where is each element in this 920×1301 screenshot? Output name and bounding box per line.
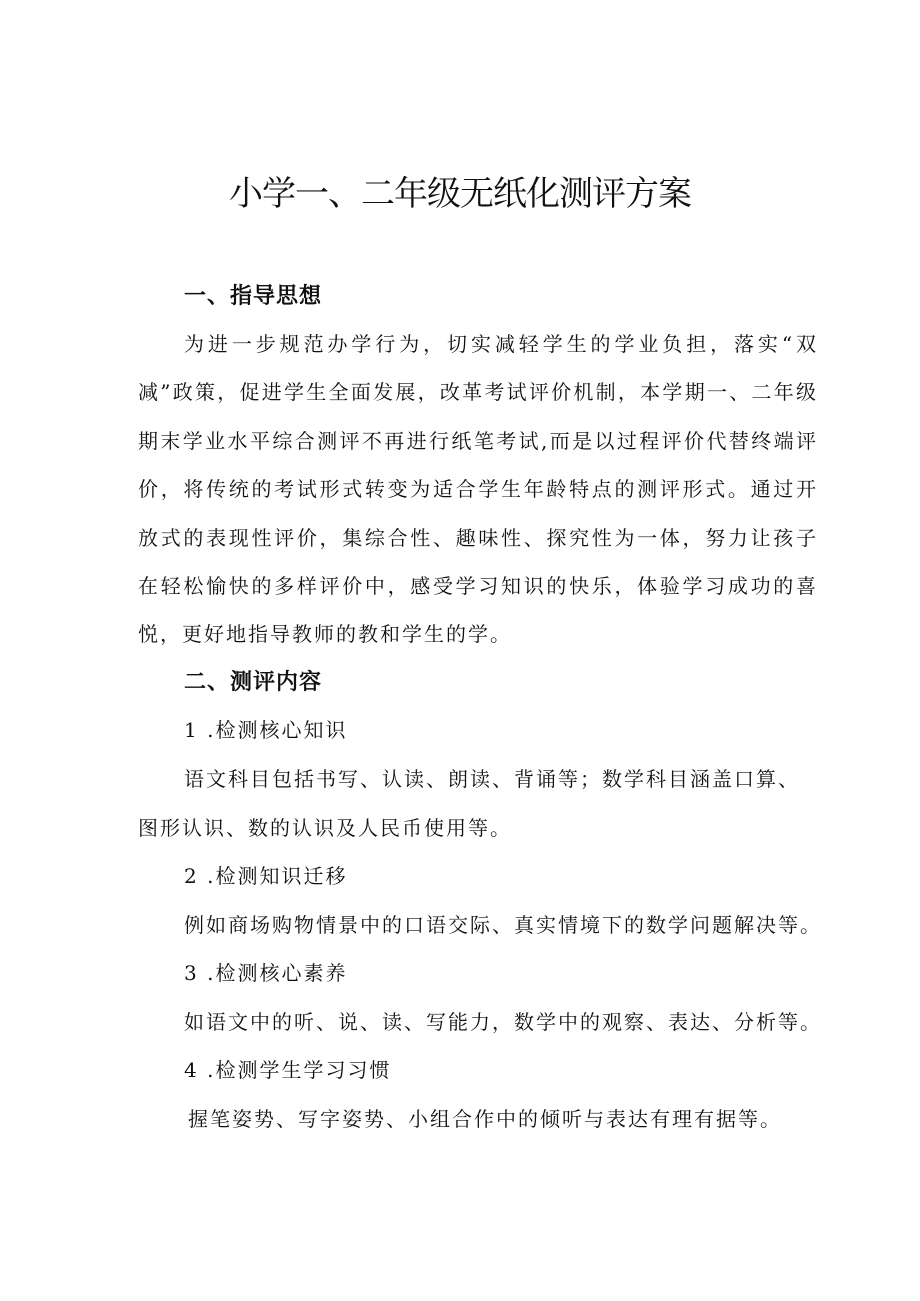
item-3-text-line-1: 如语文中的听、说、读、写能力，数学中的观察、表达、分析等。 — [184, 1010, 822, 1034]
item-3-label: 3 .检测核心素养 — [184, 961, 348, 985]
item-1-label: 1 .检测核心知识 — [184, 718, 348, 742]
item-1-text-line-1: 语文科目包括书写、认读、朗读、背诵等；数学科目涵盖口算、 — [184, 767, 800, 791]
guiding-ideology-paragraph: 为进一步规范办学行为，切实减轻学生的学业负担，落实“双减”政策，促进学生全面发展，改革考试评价机制，本学期一、二年级期末学业水平综合测评不再进行纸笔考试,而是以过程评价代替终端评价，将传统的考试形式转变为适合学生年龄特点的测评形式。通过开放式的表现性评价，集综合性、趣味性、探究性为一体，努力让孩子在轻松愉快的多样评价中，感受学习知识的快乐，体验学习成功的喜悦，更好地指导教师的教和学生的学。 — [138, 332, 818, 647]
section-heading-assessment-content: 二、测评内容 — [184, 670, 323, 695]
item-1-text-line-2: 图形认识、数的认识及人民币使用等。 — [138, 816, 512, 840]
section-heading-guiding-ideology: 一、指导思想 — [184, 284, 323, 309]
item-2-text-line-1: 例如商场购物情景中的口语交际、真实情境下的数学问题解决等。 — [184, 913, 822, 937]
item-2-label: 2 .检测知识迁移 — [184, 864, 348, 888]
document-title: 小学一、二年级无纸化测评方案 — [229, 174, 691, 214]
item-4-text-line-1: 握笔姿势、写字姿势、小组合作中的倾听与表达有理有据等。 — [188, 1107, 782, 1131]
item-4-label: 4 .检测学生学习习惯 — [184, 1058, 392, 1082]
